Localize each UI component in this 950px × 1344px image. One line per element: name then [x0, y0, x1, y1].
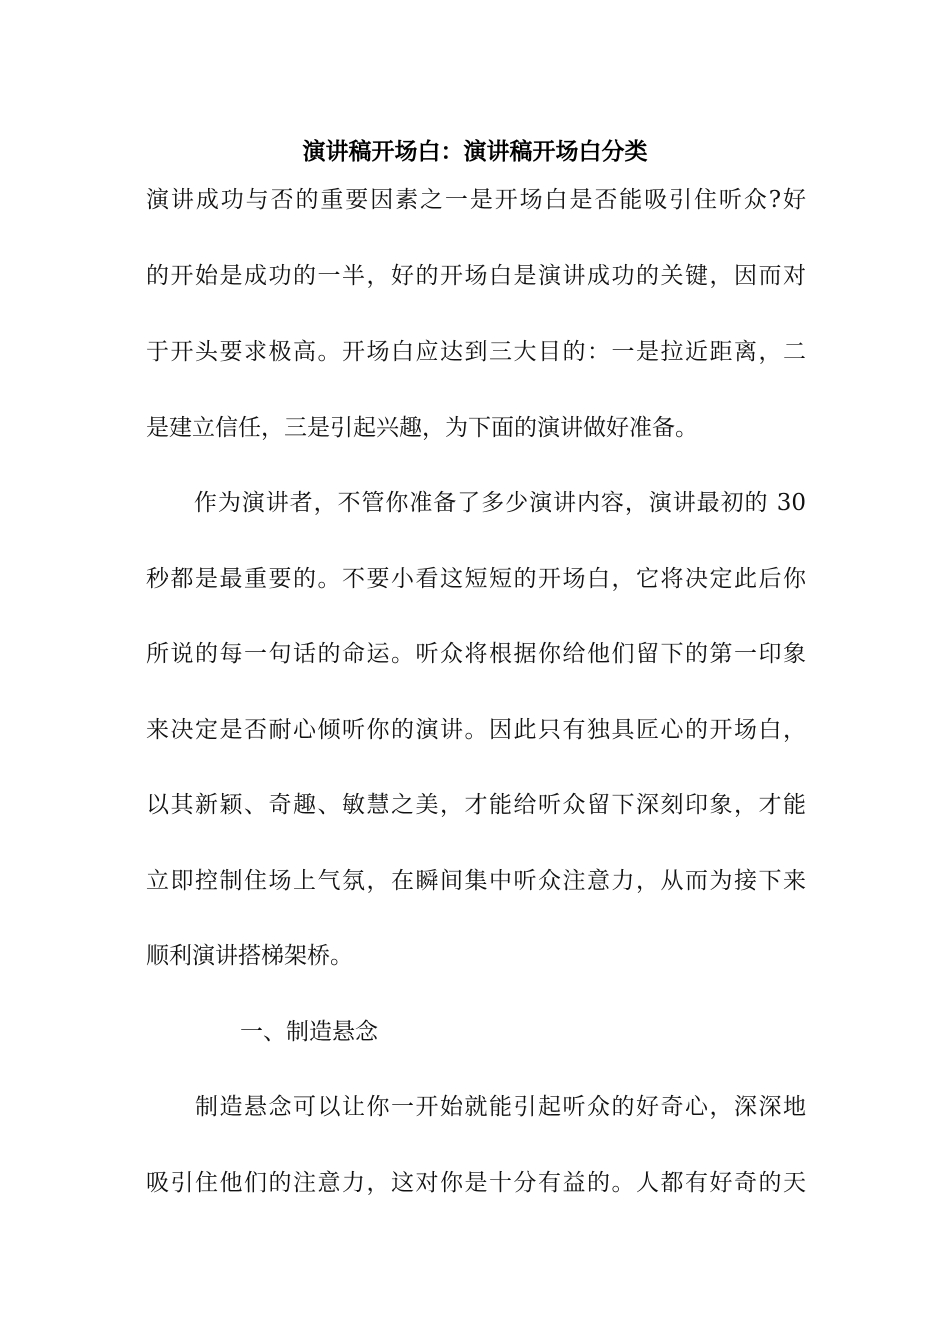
- document-title: 演讲稿开场白：演讲稿开场白分类: [302, 138, 648, 165]
- paragraph-2-line-6: 立即控制住场上气氛，在瞬间集中听众注意力，从而为接下来: [146, 868, 806, 894]
- paragraph-2-line-3: 所说的每一句话的命运。听众将根据你给他们留下的第一印象: [146, 641, 806, 667]
- paragraph-2-line-4: 来决定是否耐心倾听你的演讲。因此只有独具匠心的开场白，: [146, 717, 806, 743]
- paragraph-3-line-2: 吸引住他们的注意力，这对你是十分有益的。人都有好奇的天: [146, 1170, 806, 1196]
- paragraph-2-line-2: 秒都是最重要的。不要小看这短短的开场白，它将决定此后你: [146, 566, 806, 592]
- paragraph-3-line-1: 制造悬念可以让你一开始就能引起听众的好奇心，深深地: [146, 1094, 806, 1120]
- paragraph-2-line-5: 以其新颖、奇趣、敏慧之美，才能给听众留下深刻印象，才能: [146, 792, 806, 818]
- paragraph-1-line-2: 的开始是成功的一半，好的开场白是演讲成功的关键，因而对: [146, 263, 806, 289]
- paragraph-2-line-7: 顺利演讲搭梯架桥。: [146, 943, 353, 969]
- paragraph-1-line-4: 是建立信任，三是引起兴趣，为下面的演讲做好准备。: [146, 415, 698, 441]
- paragraph-1-line-1: 演讲成功与否的重要因素之一是开场白是否能吸引住听众?好: [146, 187, 806, 213]
- paragraph-1-line-3: 于开头要求极高。开场白应达到三大目的：一是拉近距离，二: [146, 339, 806, 365]
- section-heading: 一、制造悬念: [240, 1019, 378, 1045]
- paragraph-2-line-1: 作为演讲者，不管你准备了多少演讲内容，演讲最初的 30: [146, 490, 806, 516]
